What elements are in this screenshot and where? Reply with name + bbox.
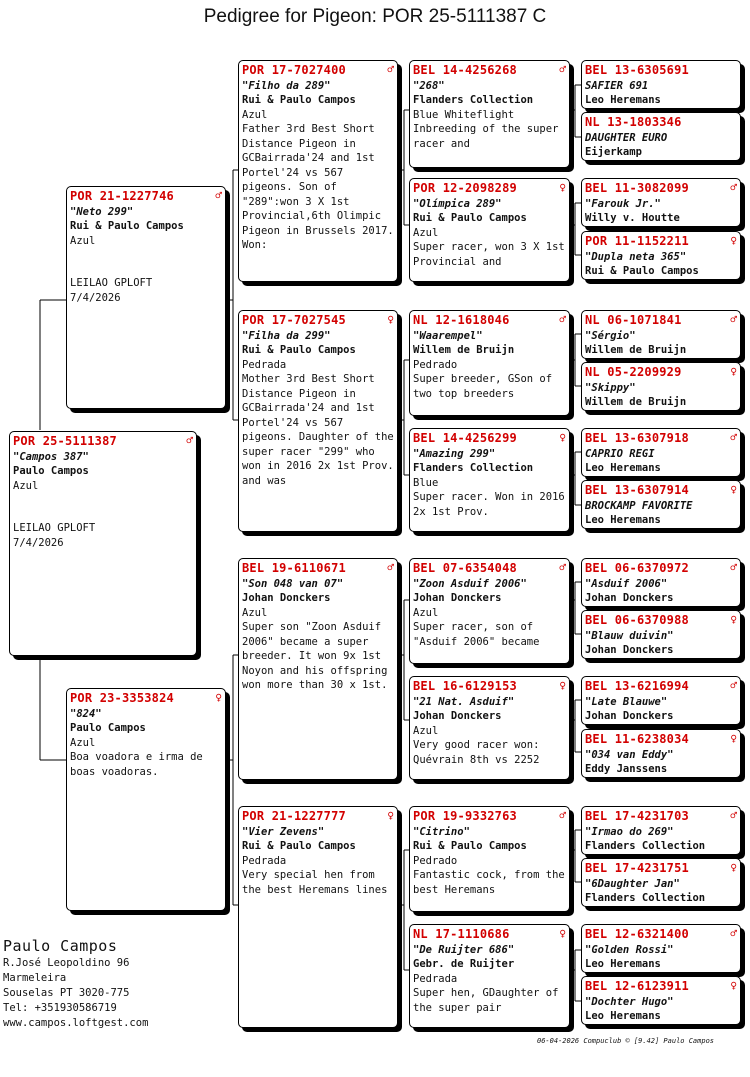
pigeon-name: "Sérgio" — [585, 329, 636, 342]
pigeon-notes: Super racer, son of "Asduif 2006" became — [413, 621, 540, 648]
breeder-name: Rui & Paulo Campos — [242, 344, 356, 356]
breeder-name: Leo Heremans — [585, 94, 661, 106]
pigeon-name: "De Ruijter 686" — [413, 943, 515, 956]
breeder-name: Flanders Collection — [585, 840, 706, 852]
pigeon-name: "Asduif 2006" — [585, 577, 668, 590]
pigeon-card-sire-sire[interactable] — [238, 60, 398, 282]
breeder-name: Johan Donckers — [585, 592, 674, 604]
pigeon-color: Azul — [242, 606, 268, 619]
pigeon-card-sire[interactable] — [66, 186, 226, 409]
pigeon-card-gen3[interactable] — [409, 60, 570, 168]
pigeon-name: "Campos 387" — [13, 450, 89, 463]
pigeon-name: "Vier Zevens" — [242, 825, 325, 838]
sex-icon: ♀ — [559, 181, 566, 194]
pigeon-name: "Olímpica 289" — [413, 197, 502, 210]
pigeon-color: Blue Whiteflight — [413, 108, 515, 121]
pigeon-notes: Father 3rd Best Short Distance Pigeon in GCBairrada'24 and 1st Portel'24 vs 567 pigeons. Son of "289":won 3 X 1st Provincial,6th Olimpic Pigeon in Brussels 2017. Won: — [242, 123, 394, 251]
pigeon-color: Azul — [413, 724, 439, 737]
ring-number: POR 17-7027545 — [242, 313, 346, 327]
ring-number: BEL 07-6354048 — [413, 561, 517, 575]
ring-number: BEL 16-6129153 — [413, 679, 517, 693]
ring-number: POR 11-1152211 — [585, 234, 689, 248]
sex-icon: ♂ — [186, 434, 193, 447]
breeder-name: Paulo Campos — [70, 722, 146, 734]
pigeon-card-gen3[interactable] — [409, 924, 570, 1028]
sex-icon: ♂ — [730, 809, 737, 822]
sex-icon: ♂ — [387, 561, 394, 574]
breeder-name: Eijerkamp — [585, 146, 642, 158]
sex-icon: ♂ — [387, 63, 394, 76]
pigeon-card-sire-dam[interactable] — [238, 310, 398, 532]
pigeon-name: "Neto 299" — [70, 205, 134, 218]
ring-number: POR 19-9332763 — [413, 809, 517, 823]
pigeon-card-gen4[interactable] — [581, 858, 741, 907]
pigeon-name: "Skippy" — [585, 381, 636, 394]
pigeon-notes: Inbreeding of the super racer and — [413, 123, 559, 150]
ring-number: BEL 06-6370988 — [585, 613, 689, 627]
pigeon-notes: Very good racer won: Quévrain 8th vs 2252 — [413, 739, 540, 766]
pigeon-notes: Boa voadora e irma de boas voadoras. — [70, 751, 203, 778]
ring-number: BEL 06-6370972 — [585, 561, 689, 575]
pigeon-name: "Irmao do 269" — [585, 825, 674, 838]
ring-number: POR 25-5111387 — [13, 434, 117, 448]
pigeon-name: "Citrino" — [413, 825, 470, 838]
breeder-name: Flanders Collection — [413, 94, 534, 106]
ring-number: NL 06-1071841 — [585, 313, 682, 327]
auction-label: LEILAO GPLOFT — [70, 277, 153, 289]
pigeon-name: "034 van Eddy" — [585, 748, 674, 761]
pigeon-card-gen3[interactable] — [409, 428, 570, 532]
breeder-name: Leo Heremans — [585, 514, 661, 526]
auction-date: 7/4/2026 — [13, 536, 64, 549]
pigeon-name: "268" — [413, 79, 445, 92]
ring-number: BEL 14-4256299 — [413, 431, 517, 445]
pigeon-card-gen4[interactable] — [581, 676, 741, 725]
pigeon-notes: Super breeder, GSon of two top breeders — [413, 373, 553, 400]
breeder-name: Leo Heremans — [585, 462, 661, 474]
ring-number: BEL 11-3082099 — [585, 181, 689, 195]
pigeon-card-gen3[interactable] — [409, 310, 570, 416]
print-footer: 06-04-2026 Compuclub © [9.42] Paulo Campos — [537, 1037, 715, 1045]
ring-number: BEL 17-4231703 — [585, 809, 689, 823]
pigeon-card-gen3[interactable] — [409, 806, 570, 912]
pigeon-name: CAPRIO REGI — [585, 447, 655, 460]
sex-icon: ♀ — [387, 313, 394, 326]
pigeon-card-gen3[interactable] — [409, 676, 570, 780]
sex-icon: ♂ — [730, 679, 737, 692]
sex-icon: ♂ — [215, 189, 222, 202]
pigeon-card-gen4[interactable] — [581, 362, 741, 411]
pigeon-name: "Filho da 289" — [242, 79, 331, 92]
sex-icon: ♀ — [730, 732, 737, 745]
pigeon-name: "Filha da 299" — [242, 329, 331, 342]
pigeon-name: "824" — [70, 707, 102, 720]
pigeon-notes: Mother 3rd Best Short Distance Pigeon in GCBairrada'24 and 1st Portel'24 vs 567 pigeons. Daughter of the super racer "299" who won in 2016 2x 1st Prov. and was — [242, 373, 394, 487]
pigeon-name: BROCKAMP FAVORITE — [585, 499, 693, 512]
owner-contact — [3, 936, 148, 1031]
ring-number: NL 13-1803346 — [585, 115, 682, 129]
pigeon-color: Pedrado — [413, 358, 458, 371]
ring-number: BEL 13-6307918 — [585, 431, 689, 445]
sex-icon: ♀ — [730, 979, 737, 992]
sex-icon: ♂ — [559, 561, 566, 574]
sex-icon: ♀ — [559, 679, 566, 692]
breeder-name: Willem de Bruijn — [585, 396, 687, 408]
pigeon-color: Azul — [413, 226, 439, 239]
sex-icon: ♂ — [730, 561, 737, 574]
pigeon-card-gen4[interactable] — [581, 729, 741, 778]
pigeon-card-gen4[interactable] — [581, 310, 741, 359]
sex-icon: ♂ — [730, 313, 737, 326]
pigeon-color: Pedrado — [413, 854, 458, 867]
sex-icon: ♂ — [730, 927, 737, 940]
sex-icon: ♂ — [730, 431, 737, 444]
pigeon-name: "Zoon Asduif 2006" — [413, 577, 527, 590]
pigeon-card-gen3[interactable] — [409, 178, 570, 282]
pigeon-name: DAUGHTER EURO — [585, 131, 668, 144]
breeder-name: Johan Donckers — [413, 710, 502, 722]
owner-city: Souselas PT 3020-775 — [3, 987, 130, 999]
pigeon-name: "Golden Rossi" — [585, 943, 674, 956]
pigeon-card-gen4[interactable] — [581, 178, 741, 227]
auction-label: LEILAO GPLOFT — [13, 522, 96, 534]
pigeon-card-dam-dam[interactable] — [238, 806, 398, 1028]
pigeon-notes: Super son "Zoon Asduif 2006" became a super breeder. It won 9x 1st Noyon and his offspring won more than 30 x 1st. — [242, 621, 388, 691]
pigeon-card-gen4[interactable] — [581, 112, 741, 161]
breeder-name: Johan Donckers — [585, 644, 674, 656]
breeder-name: Flanders Collection — [585, 892, 706, 904]
breeder-name: Willem de Bruijn — [413, 344, 515, 356]
breeder-name: Leo Heremans — [585, 958, 661, 970]
sex-icon: ♀ — [730, 861, 737, 874]
breeder-name: Rui & Paulo Campos — [585, 265, 699, 277]
pigeon-color: Blue — [413, 476, 439, 489]
pigeon-card-gen4[interactable] — [581, 976, 741, 1025]
pigeon-notes: Super racer. Won in 2016 2x 1st Prov. — [413, 491, 565, 518]
sex-icon: ♂ — [559, 313, 566, 326]
pigeon-color: Azul — [413, 606, 439, 619]
breeder-name: Rui & Paulo Campos — [413, 212, 527, 224]
sex-icon: ♀ — [730, 483, 737, 496]
breeder-name: Paulo Campos — [13, 465, 89, 477]
breeder-name: Flanders Collection — [413, 462, 534, 474]
breeder-name: Rui & Paulo Campos — [413, 840, 527, 852]
ring-number: NL 17-1110686 — [413, 927, 510, 941]
pigeon-card-gen4[interactable] — [581, 558, 741, 607]
pigeon-name: "Dochter Hugo" — [585, 995, 674, 1008]
breeder-name: Gebr. de Ruijter — [413, 958, 515, 970]
sex-icon: ♀ — [730, 234, 737, 247]
pigeon-name: "Late Blauwe" — [585, 695, 668, 708]
pigeon-name: SAFIER 691 — [585, 79, 649, 92]
pigeon-name: "6Daughter Jan" — [585, 877, 680, 890]
ring-number: POR 23-3353824 — [70, 691, 174, 705]
pigeon-card-dam-sire[interactable] — [238, 558, 398, 780]
breeder-name: Rui & Paulo Campos — [70, 220, 184, 232]
sex-icon: ♀ — [387, 809, 394, 822]
owner-phone: Tel: +351930586719 — [3, 1002, 117, 1014]
breeder-name: Eddy Janssens — [585, 763, 668, 775]
ring-number: BEL 17-4231751 — [585, 861, 689, 875]
ring-number: NL 05-2209929 — [585, 365, 682, 379]
breeder-name: Rui & Paulo Campos — [242, 94, 356, 106]
sex-icon: ♀ — [559, 927, 566, 940]
ring-number: BEL 13-6305691 — [585, 63, 689, 77]
ring-number: POR 12-2098289 — [413, 181, 517, 195]
ring-number: BEL 13-6216994 — [585, 679, 689, 693]
pigeon-card-dam[interactable] — [66, 688, 226, 911]
pigeon-card-gen4[interactable] — [581, 480, 741, 529]
pigeon-card-gen4[interactable] — [581, 60, 741, 109]
sex-icon: ♀ — [215, 691, 222, 704]
pigeon-color: Pedrada — [242, 854, 287, 867]
pigeon-color: Pedrada — [413, 972, 458, 985]
owner-town: Marmeleira — [3, 972, 67, 984]
ring-number: BEL 19-6110671 — [242, 561, 346, 575]
breeder-name: Rui & Paulo Campos — [242, 840, 356, 852]
breeder-name: Willem de Bruijn — [585, 344, 687, 356]
pigeon-card-subject[interactable] — [9, 431, 197, 656]
ring-number: POR 21-1227777 — [242, 809, 346, 823]
sex-icon: ♂ — [730, 181, 737, 194]
pigeon-notes: Super racer, won 3 X 1st Provincial and — [413, 241, 565, 268]
ring-number: BEL 11-6238034 — [585, 732, 689, 746]
page-title: Pedigree for Pigeon: POR 25-5111387 C — [203, 6, 547, 27]
pigeon-name: "Farouk Jr." — [585, 197, 661, 210]
sex-icon: ♂ — [559, 809, 566, 822]
pigeon-card-gen4[interactable] — [581, 610, 741, 659]
breeder-name: Willy v. Houtte — [585, 212, 680, 224]
ring-number: BEL 12-6321400 — [585, 927, 689, 941]
pigeon-name: "Dupla neta 365" — [585, 250, 687, 263]
pigeon-notes: Very special hen from the best Heremans lines — [242, 869, 388, 896]
pigeon-card-gen4[interactable] — [581, 428, 741, 477]
ring-number: POR 17-7027400 — [242, 63, 346, 77]
pigeon-name: "Amazing 299" — [413, 447, 496, 460]
pigeon-card-gen4[interactable] — [581, 231, 741, 280]
pigeon-name: "Waarempel" — [413, 329, 483, 342]
auction-date: 7/4/2026 — [70, 291, 121, 304]
pigeon-color: Azul — [70, 234, 96, 247]
pigeon-card-gen4[interactable] — [581, 924, 741, 973]
pigeon-name: "21 Nat. Asduif" — [413, 695, 515, 708]
ring-number: POR 21-1227746 — [70, 189, 174, 203]
sex-icon: ♀ — [730, 613, 737, 626]
breeder-name: Leo Heremans — [585, 1010, 661, 1022]
breeder-name: Johan Donckers — [242, 592, 331, 604]
pigeon-card-gen3[interactable] — [409, 558, 570, 664]
owner-website[interactable]: www.campos.loftgest.com — [3, 1017, 149, 1029]
sex-icon: ♀ — [559, 431, 566, 444]
pigeon-color: Azul — [13, 479, 39, 492]
sex-icon: ♀ — [730, 365, 737, 378]
sex-icon: ♂ — [559, 63, 566, 76]
pigeon-color: Pedrada — [242, 358, 287, 371]
owner-name: Paulo Campos — [3, 937, 118, 955]
ring-number: BEL 14-4256268 — [413, 63, 517, 77]
ring-number: NL 12-1618046 — [413, 313, 510, 327]
pigeon-notes: Fantastic cock, from the best Heremans — [413, 869, 565, 896]
ring-number: BEL 12-6123911 — [585, 979, 689, 993]
pigeon-notes: Super hen, GDaughter of the super pair — [413, 987, 559, 1014]
pigeon-color: Azul — [242, 108, 268, 121]
breeder-name: Johan Donckers — [413, 592, 502, 604]
pigeon-name: "Blauw duivin" — [585, 629, 674, 642]
pigeon-card-gen4[interactable] — [581, 806, 741, 855]
pigeon-name: "Son 048 van 07" — [242, 577, 344, 590]
breeder-name: Johan Donckers — [585, 710, 674, 722]
owner-address: R.José Leopoldino 96 — [3, 957, 130, 969]
ring-number: BEL 13-6307914 — [585, 483, 689, 497]
pigeon-color: Azul — [70, 736, 96, 749]
